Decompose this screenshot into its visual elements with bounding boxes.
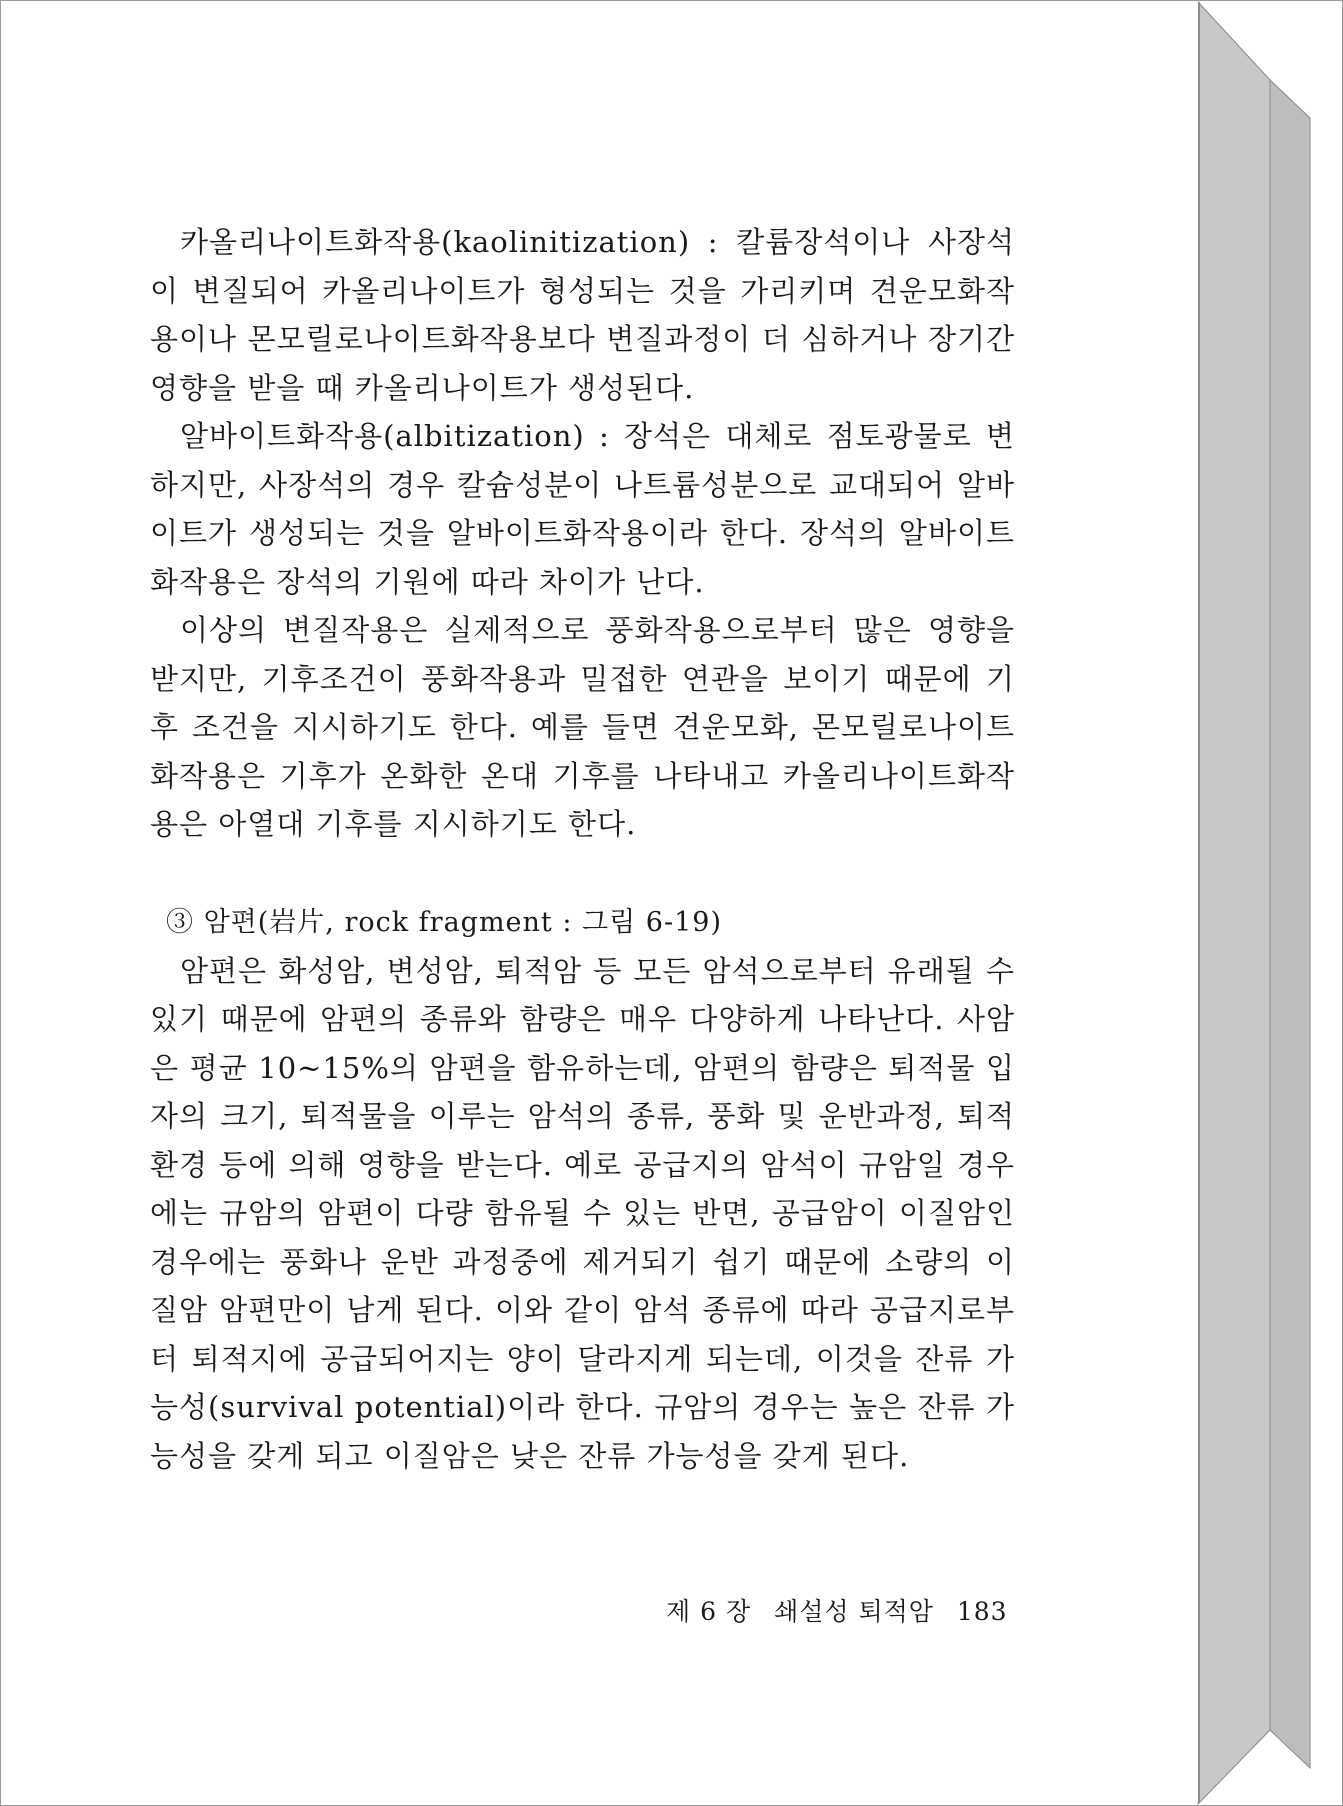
paragraph-rock-fragment: 암편은 화성암, 변성암, 퇴적암 등 모든 암석으로부터 유래될 수 있기 때문에 암편의 종류와 함량은 매우 다양하게 나타난다. 사암은 평균 10~15%의 암편을 함유하는데, 암편의 함량은 퇴적물 입자의 크기, 퇴적물을 이루는 암석의 종류, 풍화 및 운반과정, 퇴적환경 등에 의해 영향을 받는다. 예로 공급지의 암석이 규암일 경우에는 규암의 암편이 다량 함유될 수 있는 반면, 공급암이 이질암인 경우에는 풍화나 운반 과정중에 제거되기 쉽기 때문에 소량의 이질암 암편만이 남게 된다. 이와 같이 암석 종류에 따라 공급지로부터 퇴적지에 공급되어지는 양이 달라지게 되는데, 이것을 잔류 가능성(survival potential)이라 한다. 규암의 경우는 높은 잔류 가능성을 갖게 되고 이질암은 낮은 잔류 가능성을 갖게 된다. bbox=[150, 953, 1015, 1473]
page-number: 183 bbox=[956, 1597, 1008, 1626]
book-spine-side bbox=[1198, 2, 1270, 1804]
paragraph-albitization: 알바이트화작용(albitization) : 장석은 대체로 점토광물로 변하지만, 사장석의 경우 칼슘성분이 나트륨성분으로 교대되어 알바이트가 생성되는 것을 알바이트화작용이라 한다. 장석의 알바이트화작용은 장석의 기원에 따라 차이가 난다. bbox=[150, 419, 1015, 599]
footer-chapter-title: 쇄설성 퇴적암 bbox=[774, 1597, 934, 1626]
page-footer bbox=[666, 1592, 1006, 1628]
paragraph-kaolinitization: 카올리나이트화작용(kaolinitization) : 칼륨장석이나 사장석이 변질되어 카올리나이트가 형성되는 것을 가리키며 견운모화작용이나 몬모릴로나이트화작용보다 변질과정이 더 심하거나 장기간 영향을 받을 때 카올리나이트가 생성된다. bbox=[150, 225, 1015, 405]
page-body bbox=[150, 218, 1015, 1480]
book-spine-shadow bbox=[1270, 80, 1310, 1768]
section-heading-rock-fragment: ③ 암편(岩片, rock fragment : 그림 6-19) bbox=[166, 906, 722, 938]
paragraph-alteration-summary: 이상의 변질작용은 실제적으로 풍화작용으로부터 많은 영향을 받지만, 기후조건이 풍화작용과 밀접한 연관을 보이기 때문에 기후 조건을 지시하기도 한다. 예를 들면 견운모화, 몬모릴로나이트화작용은 기후가 온화한 온대 기후를 나타내고 카올리나이트화작용은 아열대 기후를 지시하기도 한다. bbox=[150, 613, 1015, 841]
footer-chapter: 제 6 장 bbox=[666, 1597, 752, 1626]
